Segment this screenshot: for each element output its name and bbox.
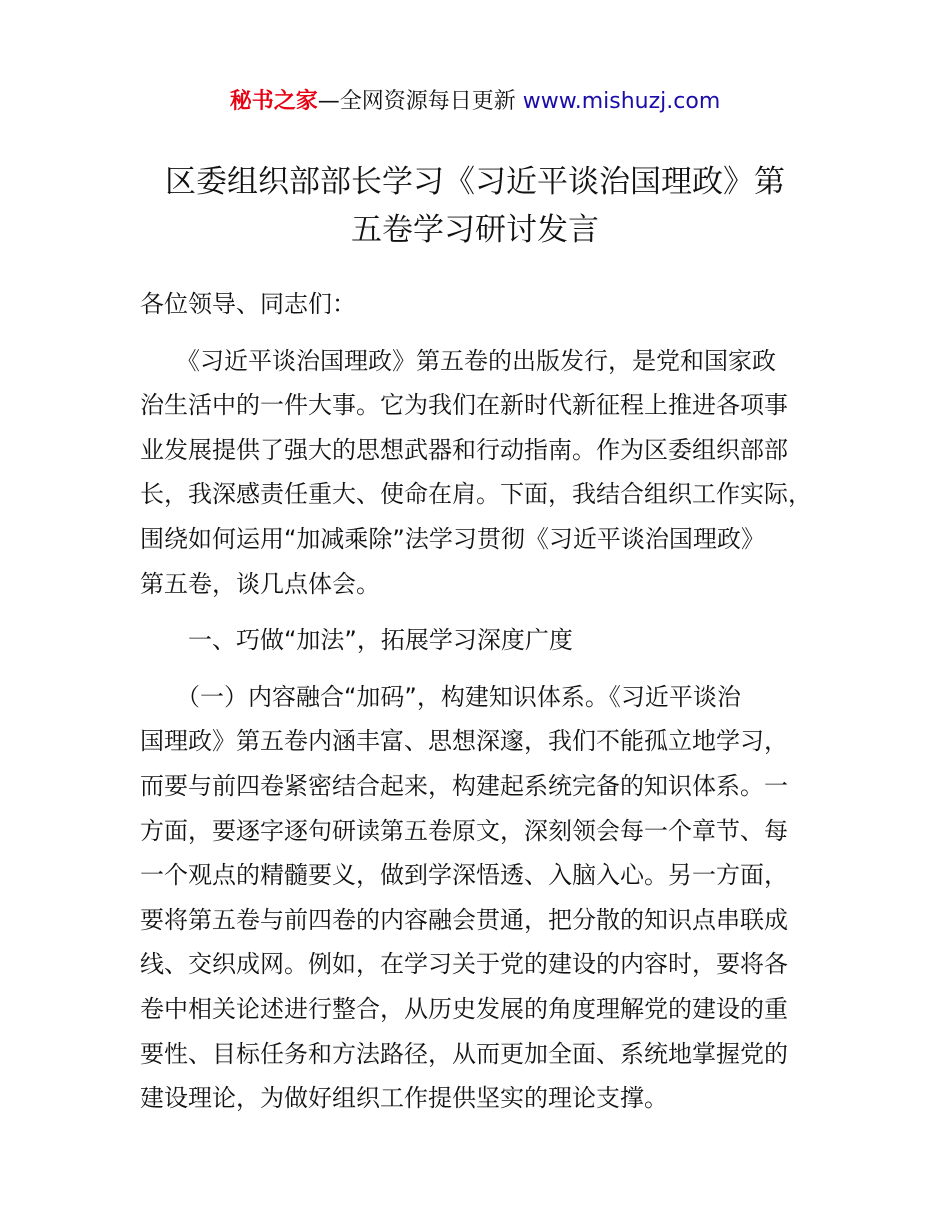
section-heading-1 [140,618,840,663]
paragraph-line: 第五卷，谈几点体会。 [140,569,380,598]
paragraph-section-1-1 [140,675,840,1121]
section-heading-text: 一、巧做“加法”，拓展学习深度广度 [140,626,573,655]
paragraph-line: 要将第五卷与前四卷的内容融会贯通，把分散的知识点串联成 [140,905,788,934]
banner-brand: 秘书之家 [229,89,318,114]
paragraph-line: 业发展提供了强大的思想武器和行动指南。作为区委组织部部 [140,435,788,464]
paragraph-intro [140,339,840,607]
paragraph-line: 要性、目标任务和方法路径，从而更加全面、系统地掌握党的 [140,1039,788,1068]
banner-slogan: —全网资源每日更新 [317,89,516,114]
paragraph-line: 长，我深感责任重大、使命在肩。下面，我结合组织工作实际， [140,480,812,509]
salutation: 各位领导、同志们： [140,290,356,318]
paragraph-line: 方面，要逐字逐句研读第五卷原文，深刻领会每一个章节、每 [140,816,788,845]
paragraph-line: 治生活中的一件大事。它为我们在新时代新征程上推进各项事 [140,391,788,420]
document-body [140,282,840,1121]
paragraph-line: 一个观点的精髓要义，做到学深悟透、入脑入心。另一方面， [140,861,788,890]
paragraph-line: 线、交织成网。例如，在学习关于党的建设的内容时，要将各 [140,950,788,979]
paragraph-line: 围绕如何运用“加减乘除”法学习贯彻《习近平谈治国理政》 [140,524,765,553]
paragraph-line: （一）内容融合“加码”，构建知识体系。《习近平谈治 [140,682,741,711]
title-line-1: 区委组织部部长学习《习近平谈治国理政》第 [165,164,785,200]
site-banner [0,86,950,118]
paragraph-line: 卷中相关论述进行整合，从历史发展的角度理解党的建设的重 [140,994,788,1023]
paragraph-line: 而要与前四卷紧密结合起来，构建起系统完备的知识体系。一 [140,771,788,800]
paragraph-line: 国理政》第五卷内涵丰富、思想深邃，我们不能孤立地学习， [140,727,788,756]
document-title [100,158,850,254]
paragraph-line: 《习近平谈治国理政》第五卷的出版发行，是党和国家政 [140,346,776,375]
paragraph-line: 建设理论，为做好组织工作提供坚实的理论支撑。 [140,1084,668,1113]
banner-url-link[interactable]: www.mishuzj.com [522,89,721,114]
title-line-2: 五卷学习研讨发言 [351,212,599,248]
